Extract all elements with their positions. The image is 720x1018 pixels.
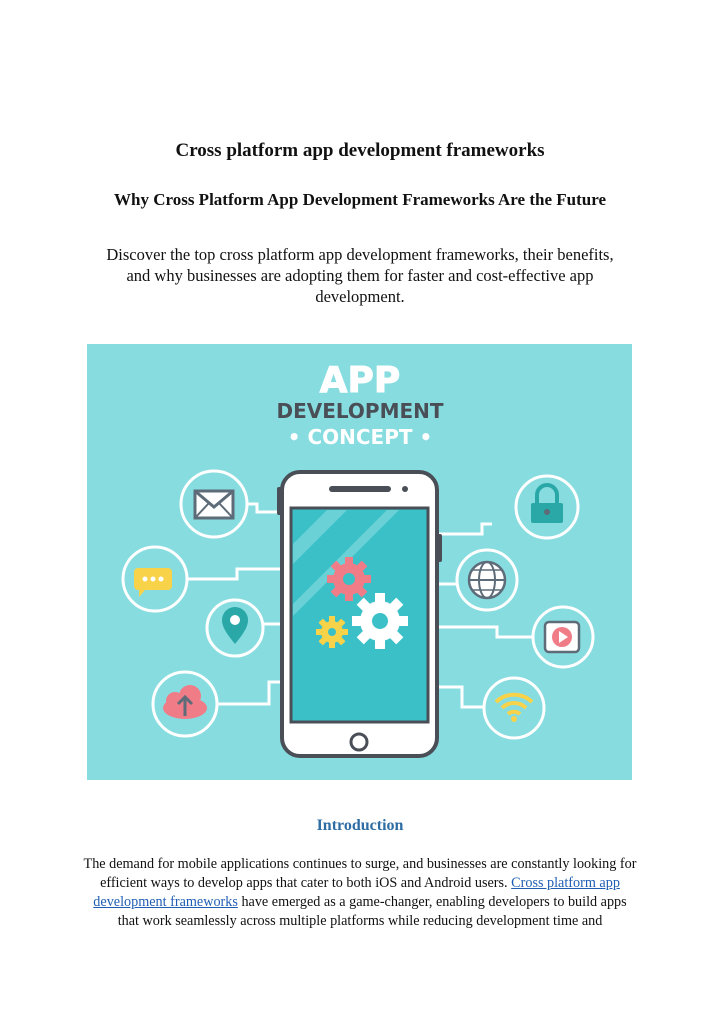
phone-illustration [277,470,442,756]
introduction-paragraph [82,855,638,931]
chat-icon [123,547,187,611]
document-subtitle: Why Cross Platform App Development Frameworks Are the Future [113,190,606,209]
white-gear [352,593,408,649]
hero-line-concept: • CONCEPT • [287,425,433,449]
hero-line-app: APP [319,360,401,401]
play-icon [533,607,593,667]
hero-line-development: DEVELOPMENT [276,399,444,423]
cross-platform-frameworks-link[interactable]: Cross platform app development frameworks [93,875,620,910]
globe-icon [457,550,517,610]
location-pin-icon [207,600,263,656]
document-description: Discover the top cross platform app development frameworks, their benefits, and why businesses are adopting them for faster and cost-effective app development. [106,245,614,306]
intro-text-start: The demand for mobile applications continues to surge, and businesses are constantly looking for efficient ways to develop apps that cater to both iOS and Android users. [83,856,637,891]
document-title: Cross platform app development frameworks [175,140,545,161]
hero-illustration [87,344,632,780]
lock-icon [516,476,578,538]
introduction-heading: Introduction [316,817,404,834]
yellow-gear [316,616,348,648]
intro-text-end: have emerged as a game-changer, enabling developers to build apps that work seamlessly across multiple platforms while reducing development time and [117,894,627,929]
pink-gear [327,557,371,601]
cloud-upload-icon [153,672,217,736]
wifi-icon [484,678,544,738]
mail-icon [181,471,247,537]
